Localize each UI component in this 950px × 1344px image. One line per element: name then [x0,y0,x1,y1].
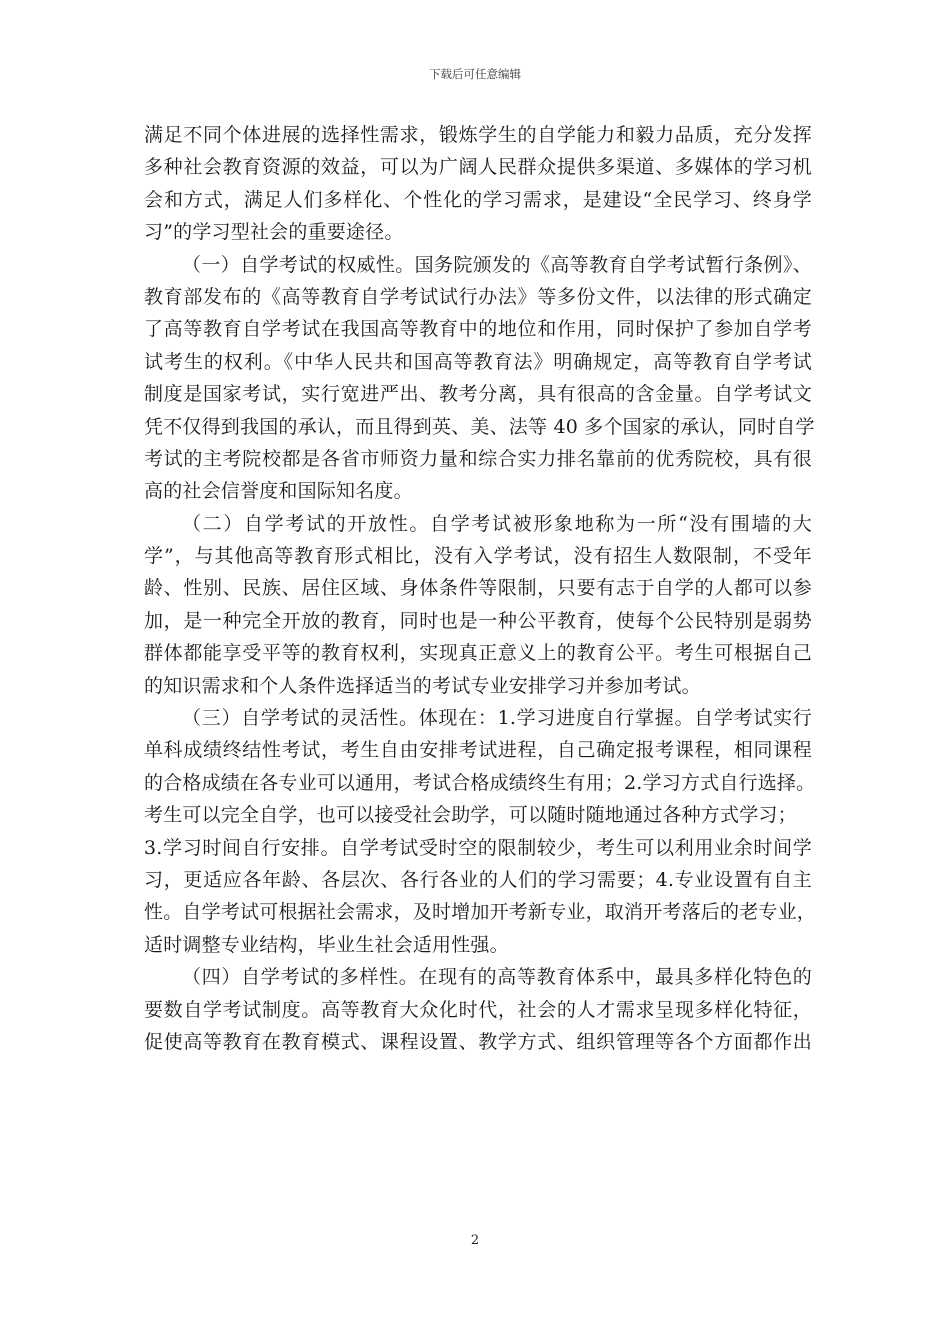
text-line: 的合格成绩在各专业可以通用，考试合格成绩终生有用；2.学习方式自行选择。 [144,771,816,794]
text-line: 多种社会教育资源的效益，可以为广阔人民群众提供多渠道、多媒体的学习机 [144,156,812,179]
text-line: 凭不仅得到我国的承认，而且得到英、美、法等 40 多个国家的承认，同时自学 [144,415,815,438]
text-line: （三）自学考试的灵活性。体现在：1.学习进度自行掌握。自学考试实行 [182,707,812,730]
text-line: 习”的学习型社会的重要途径。 [144,221,404,244]
text-line: 制度是国家考试，实行宽进严出、教考分离，具有很高的含金量。自学考试文 [144,383,812,406]
text-line: 龄、性别、民族、居住区域、身体条件等限制，只要有志于自学的人都可以参 [144,577,812,600]
text-line: 教育部发布的《高等教育自学考试试行办法》等多份文件，以法律的形式确定 [144,285,812,308]
document-body [144,119,817,1058]
text-line: （二）自学考试的开放性。自学考试被形象地称为一所“没有围墙的大 [182,512,812,535]
text-line: 3.学习时间自行安排。自学考试受时空的限制较少，考生可以利用业余时间学 [144,836,812,859]
text-line: 的知识需求和个人条件选择适当的考试专业安排学习并参加考试。 [144,674,701,697]
text-line: 群体都能享受平等的教育权利，实现真正意义上的教育公平。考生可根据自己 [144,642,812,665]
text-line: 考生可以完全自学，也可以接受社会助学，可以随时随地通过各种方式学习； [144,804,797,827]
text-line: （四）自学考试的多样性。在现有的高等教育体系中，最具多样化特色的 [182,966,812,989]
text-line: 会和方式，满足人们多样化、个性化的学习需求，是建设“全民学习、终身学 [144,188,812,211]
page-number: 2 [470,1233,480,1248]
text-line: 了高等教育自学考试在我国高等教育中的地位和作用，同时保护了参加自学考 [144,318,812,341]
text-line: 加，是一种完全开放的教育，同时也是一种公平教育，使每个公民特别是弱势 [144,609,812,632]
text-line: 高的社会信誉度和国际知名度。 [144,480,413,503]
text-line: 考试的主考院校都是各省市师资力量和综合实力排名靠前的优秀院校，具有很 [144,447,812,470]
page-header: 下载后可任意编辑 [429,67,521,81]
text-line: 习，更适应各年龄、各层次、各行各业的人们的学习需要；4.专业设置有自主 [144,868,812,891]
text-line: 学”，与其他高等教育形式相比，没有入学考试，没有招生人数限制，不受年 [144,545,812,568]
text-line: 满足不同个体进展的选择性需求，锻炼学生的自学能力和毅力品质，充分发挥 [144,124,812,146]
text-line: 性。自学考试可根据社会需求，及时增加开考新专业，取消开考落后的老专业， [144,901,817,924]
text-line: （一）自学考试的权威性。国务院颁发的《高等教育自学考试暂行条例》、 [182,253,812,276]
text-line: 要数自学考试制度。高等教育大众化时代，社会的人才需求呈现多样化特征， [144,998,812,1021]
text-line: 试考生的权利。《中华人民共和国高等教育法》明确规定，高等教育自学考试 [144,350,812,373]
text-line: 适时调整专业结构，毕业生社会适用性强。 [144,933,509,956]
text-line: 单科成绩终结性考试，考生自由安排考试进程，自己确定报考课程，相同课程 [144,739,812,762]
text-line: 促使高等教育在教育模式、课程设置、教学方式、组织管理等各个方面都作出 [144,1030,812,1053]
